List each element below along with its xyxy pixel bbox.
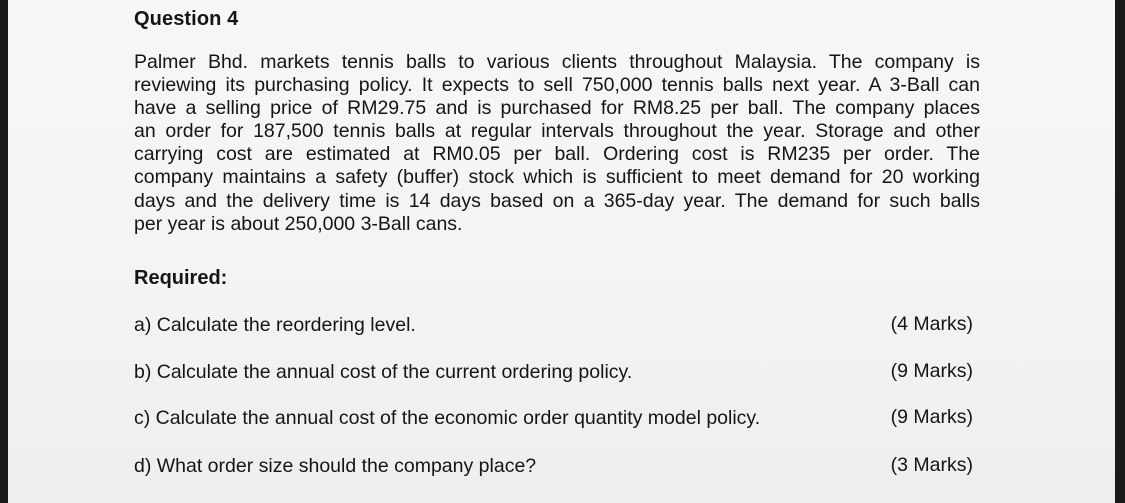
- marks-a: (4 Marks): [890, 313, 973, 335]
- marks-c: (9 Marks): [890, 406, 973, 428]
- paragraph-line: have a selling price of RM29.75 and is purchased for RM8.25 per ball. The company places: [134, 97, 980, 120]
- question-a: a) Calculate the reordering level.: [134, 314, 416, 336]
- paragraph-line: reviewing its purchasing policy. It expects to sell 750,000 tennis balls next year. A 3-Ball can: [134, 74, 980, 97]
- paragraph-line: carrying cost are estimated at RM0.05 per ball. Ordering cost is RM235 per order. The: [134, 143, 980, 166]
- marks-b: (9 Marks): [890, 360, 973, 382]
- paragraph-line: days and the delivery time is 14 days based on a 365-day year. The demand for such balls: [134, 189, 980, 212]
- question-title: Question 4: [134, 8, 239, 30]
- question-paragraph: [134, 51, 980, 236]
- paragraph-line: per year is about 250,000 3-Ball cans.: [134, 212, 463, 235]
- question-c: c) Calculate the annual cost of the economic order quantity model policy.: [134, 407, 761, 429]
- paragraph-line: Palmer Bhd. markets tennis balls to various clients throughout Malaysia. The company is: [134, 51, 980, 73]
- paragraph-line: an order for 187,500 tennis balls at regular intervals throughout the year. Storage and other: [134, 120, 980, 143]
- question-b: b) Calculate the annual cost of the current ordering policy.: [134, 361, 633, 383]
- paragraph-line: company maintains a safety (buffer) stock which is sufficient to meet demand for 20 working: [134, 166, 980, 189]
- marks-d: (3 Marks): [890, 454, 973, 476]
- question-d: d) What order size should the company place?: [134, 455, 537, 477]
- required-heading: Required:: [134, 267, 228, 289]
